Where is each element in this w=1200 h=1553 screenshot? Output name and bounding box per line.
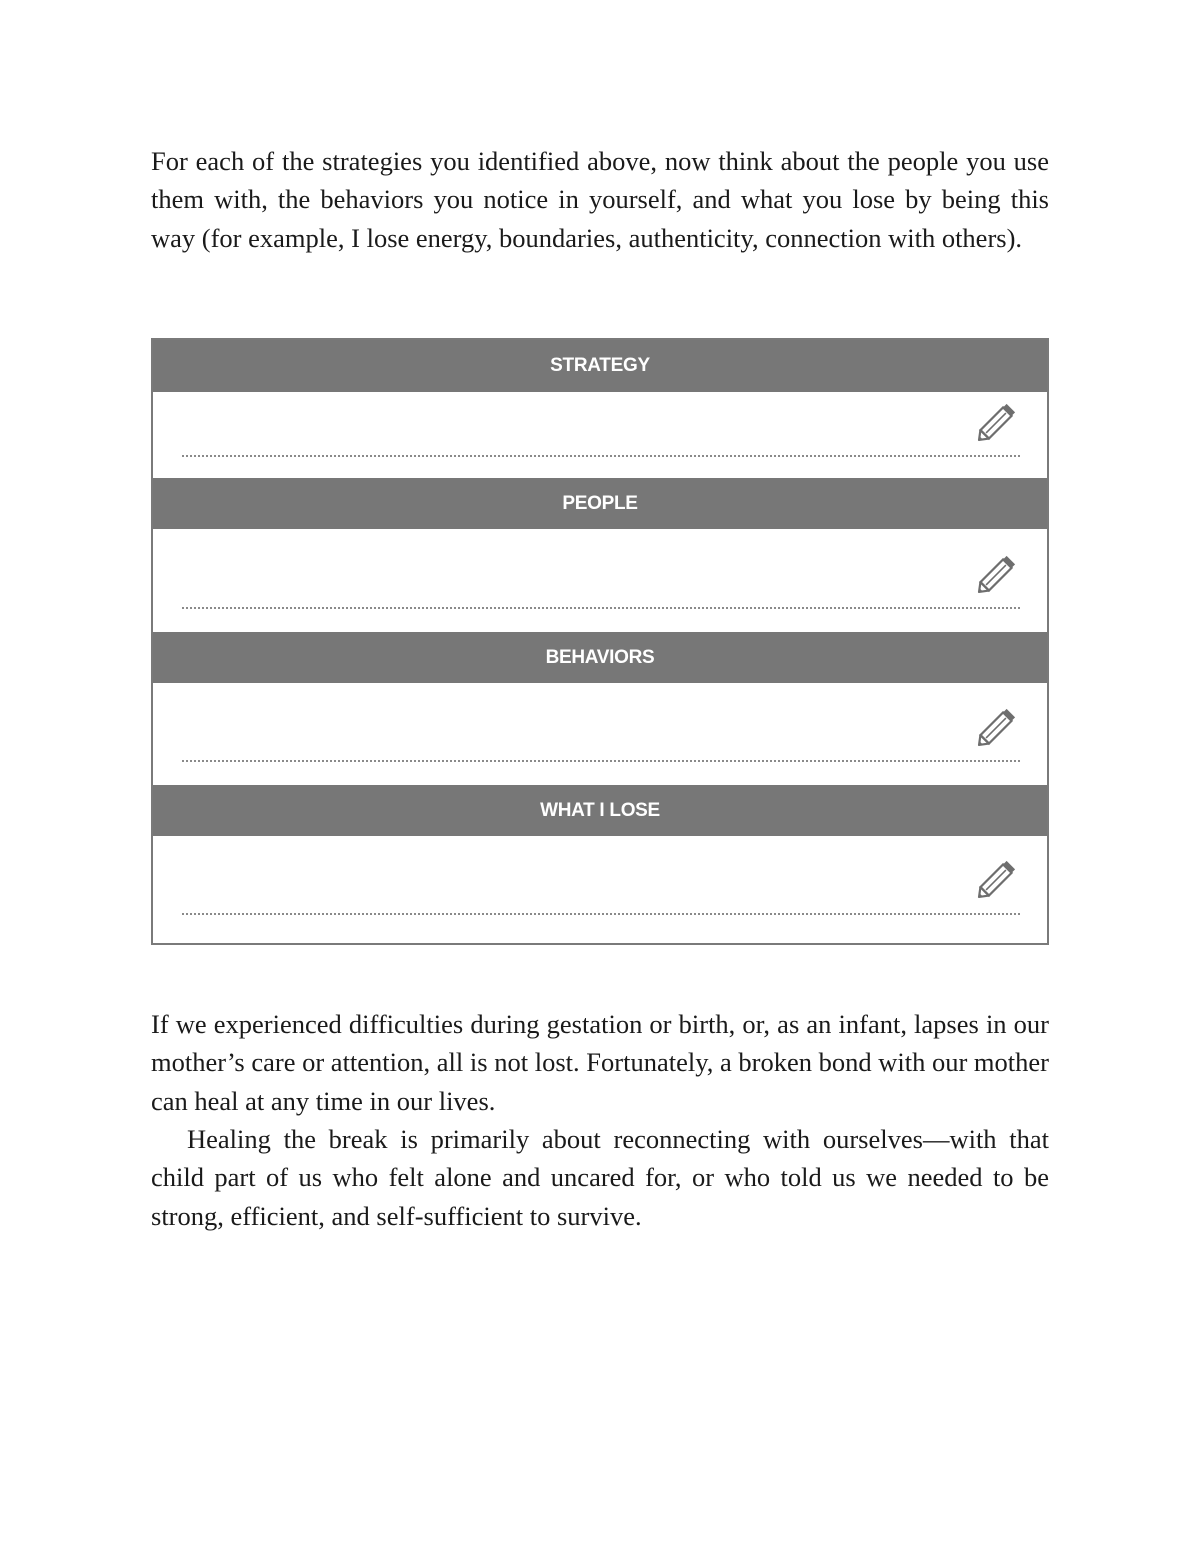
closing-paragraph-indented: Healing the break is primarily about reconnecting with ourselves—with that child part of us who felt alone and uncared for, or who told us we needed to be strong, efficient, and self-sufficient to survive. <box>151 1124 1049 1231</box>
pencil-icon <box>972 551 1020 599</box>
pencil-icon <box>972 704 1020 752</box>
what-i-lose-write-line[interactable] <box>182 913 1020 915</box>
what-i-lose-header: WHAT I LOSE <box>153 785 1047 836</box>
closing-paragraph: If we experienced difficulties during gestation or birth, or, as an infant, lapses in our mother’s care or attention, all is not lost. Fortunately, a broken bond with our mother can heal at any time in our lives. <box>151 1009 1049 1116</box>
strategy-write-line[interactable] <box>182 455 1020 457</box>
people-write-line[interactable] <box>182 607 1020 609</box>
behaviors-header: BEHAVIORS <box>153 632 1047 683</box>
worksheet-table <box>151 338 1049 945</box>
pencil-icon <box>972 399 1020 447</box>
pencil-icon <box>972 856 1020 904</box>
people-header: PEOPLE <box>153 478 1047 529</box>
behaviors-write-line[interactable] <box>182 760 1020 762</box>
intro-paragraph: For each of the strategies you identified above, now think about the people you use them with, the behaviors you notice in yourself, and what you lose by being this way (for example, I lose energy, boundaries, authenticity, connection with others). <box>151 146 1049 253</box>
strategy-header: STRATEGY <box>153 340 1047 392</box>
